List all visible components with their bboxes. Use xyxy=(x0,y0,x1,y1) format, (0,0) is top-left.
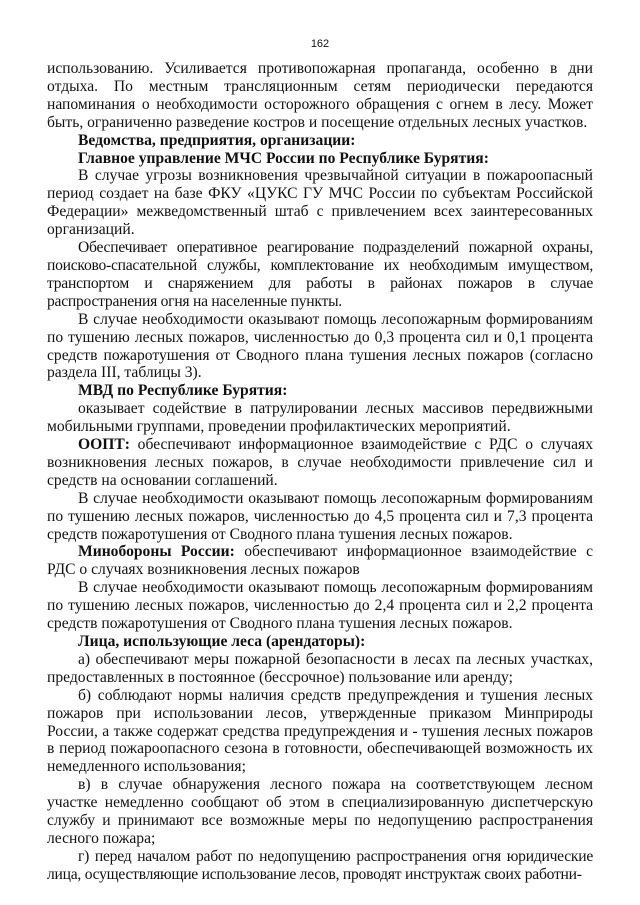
paragraph: В случае необходимости оказывают помощь лесопожарным формированиям по тушению лесных пожаров, численностью до 0,3 процента сил и 0,1 процента средств пожаротушения от Сводного плана тушения лесных пожаров (согласно раздела III, таблицы 3). xyxy=(47,310,593,382)
section-heading: МВД по Республике Бурятия: xyxy=(78,382,288,400)
paragraph-lead: Минобороны России: xyxy=(78,543,235,561)
paragraph: В случае необходимости оказывают помощь лесопожарным формированиям по тушению лесных пожаров, численностью до 4,5 процента сил и 7,3 процента средств пожаротушения от Сводного плана тушения лесных пожаров. xyxy=(47,489,593,543)
paragraph: Обеспечивает оперативное реагирование подразделений пожарной охраны, поисково-спасательной службы, комплектование их необходимым имуществом, транспортом и снаряжением для работы в районах пожаров в случае распространения огня на населенные пункты. xyxy=(47,239,593,310)
paragraph: в) в случае обнаружения лесного пожара на соответствующем лесном участке немедленно сообщают об этом в специализированную диспетчерскую службу и принимают все возможные меры по недопущению распространения лесного пожара; xyxy=(47,776,593,847)
section-heading: Лица, использующие леса (арендаторы): xyxy=(78,633,366,650)
paragraph: б) соблюдают нормы наличия средств предупреждения и тушения лесных пожаров при использовании лесов, утвержденные приказом Минприроды России, а также содержат средства предупреждения и - тушения лесных пожаров в период пожароопасного сезона в готовности, обеспечивающей возможность их немедленного использования; xyxy=(47,686,593,776)
paragraph xyxy=(47,436,593,490)
paragraph: а) обеспечивают меры пожарной безопасности в лесах па лесных участках, предоставленных в постоянное (бессрочное) пользование или аренду; xyxy=(47,650,593,686)
paragraph xyxy=(47,543,593,579)
paragraph: оказывает содействие в патрулировании лесных массивов передвижными мобильными группами, проведении профилактических мероприятий. xyxy=(47,400,593,436)
paragraph: г) перед началом работ по недопущению распространения огня юридические лица, осуществляющие использование лесов, проводят инструктаж своих работни- xyxy=(47,847,593,883)
paragraph: В случае угрозы возникновения чрезвычайной ситуации в пожароопасный период создает на базе ФКУ «ЦУКС ГУ МЧС России по субъектам Российской Федерации» межведомственный штаб с привлечением всех заинтересованных организаций. xyxy=(47,167,593,239)
body-text xyxy=(47,60,593,884)
paragraph: В случае необходимости оказывают помощь лесопожарным формированиям по тушению лесных пожаров, численностью до 2,4 процента сил и 2,2 процента средств пожаротушения от Сводного плана тушения лесных пожаров. xyxy=(47,579,593,633)
paragraph-text: обеспечивают информационное взаимодействие с РДС о случаях возникновения лесных пожаров xyxy=(47,543,593,579)
paragraph: использованию. Усиливается противопожарная пропаганда, особенно в дни отдыха. По местным трансляционным сетям периодически передаются напоминания о необходимости осторожного обращения с огнем в лесу. Может быть, ограниченно разведение костров и посещение отдельных лесных участков. xyxy=(47,60,593,131)
section-heading: Ведомства, предприятия, организации: xyxy=(78,131,356,149)
section-heading: Главное управление МЧС России по Республике Бурятия: xyxy=(78,149,489,167)
paragraph-text: обеспечивают информационное взаимодействие с РДС о случаях возникновения лесных пожаров, в случае необходимости привлечение сил и средств на основании соглашений. xyxy=(47,436,593,489)
page-number: 162 xyxy=(310,38,330,50)
paragraph-lead: ООПТ: xyxy=(78,436,130,454)
